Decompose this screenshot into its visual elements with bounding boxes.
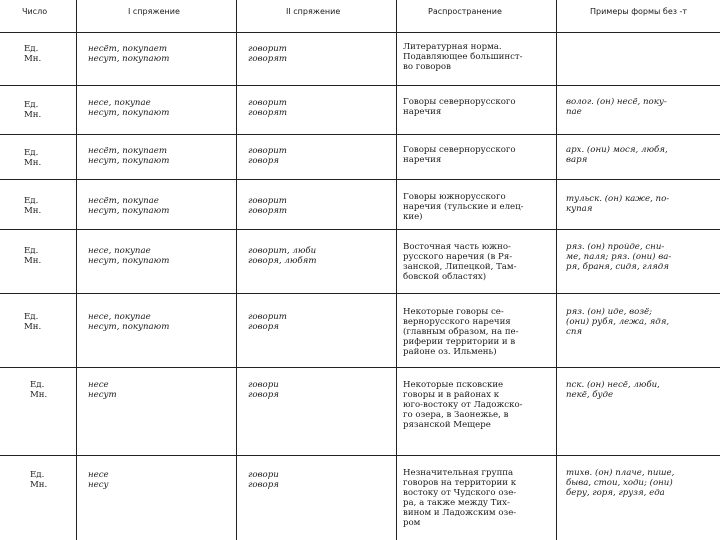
cell-conj1: несе, покупае несут, покупают bbox=[88, 246, 170, 266]
cell-distribution: Говоры южнорусского наречия (тульские и елец- кие) bbox=[403, 192, 524, 222]
cell-number: Ед. Мн. bbox=[24, 148, 42, 168]
cell-examples: тихв. (он) плаче, пише, быва, стои, ходи; (они) беру, горя, грузя, еда bbox=[566, 468, 675, 498]
cell-conj2: говорит говорят bbox=[248, 44, 288, 64]
cell-conj1: несёт, покупае несут, покупают bbox=[88, 196, 170, 216]
header-conj2: II спряжение bbox=[286, 7, 341, 16]
cell-conj2: говорит говоря bbox=[248, 146, 287, 166]
header-number: Число bbox=[22, 7, 48, 16]
header-conj1: I спряжение bbox=[128, 7, 180, 16]
cell-conj2: говори говоря bbox=[248, 470, 279, 490]
row-divider bbox=[0, 229, 720, 230]
header-distribution: Распространение bbox=[428, 7, 502, 16]
cell-distribution: Незначительная группа говоров на территории к востоку от Чудского озе- ра, а также между Тих- вином и Ладожским озе- ром bbox=[403, 468, 517, 528]
cell-conj1: несе, покупае несут, покупают bbox=[88, 98, 170, 118]
row-divider bbox=[0, 134, 720, 135]
cell-number: Ед. Мн. bbox=[24, 246, 42, 266]
row-divider bbox=[0, 85, 720, 86]
cell-conj1: несе несут bbox=[88, 380, 117, 400]
cell-examples: ряз. (он) иде, возё; (они) рубя, лежа, ядя, спя bbox=[566, 307, 670, 337]
cell-conj2: говорит говорят bbox=[248, 196, 288, 216]
cell-number: Ед. Мн. bbox=[24, 196, 42, 216]
row-divider bbox=[0, 32, 720, 33]
cell-distribution: Некоторые говоры се- вернорусского наречия (главным образом, на пе- риферии территории и в районе оз. Ильмень) bbox=[403, 307, 519, 357]
cell-examples: волог. (он) несё, поку- пае bbox=[566, 97, 667, 117]
cell-conj2: говорит, люби говоря, любят bbox=[248, 246, 317, 266]
cell-distribution: Литературная норма. Подавляющее большинст- во говоров bbox=[403, 42, 523, 72]
row-divider bbox=[0, 293, 720, 294]
cell-number: Ед. Мн. bbox=[24, 100, 42, 120]
column-divider bbox=[76, 0, 77, 540]
cell-conj1: несе, покупае несут, покупают bbox=[88, 312, 170, 332]
column-divider bbox=[236, 0, 237, 540]
row-divider bbox=[0, 455, 720, 456]
cell-conj2: говорит говоря bbox=[248, 312, 287, 332]
cell-examples: пск. (он) несё, люби, пекё, буде bbox=[566, 380, 660, 400]
row-divider bbox=[0, 179, 720, 180]
cell-conj1: несе несу bbox=[88, 470, 109, 490]
cell-number: Ед. Мн. bbox=[24, 44, 42, 64]
cell-number: Ед. Мн. bbox=[30, 470, 48, 490]
cell-examples: ряз. (он) пройде, сни- ме, паля; ряз. (они) ва- ря, браня, сидя, глядя bbox=[566, 242, 672, 272]
cell-conj1: несёт, покупает несут, покупают bbox=[88, 146, 170, 166]
cell-examples: арх. (они) мося, любя, варя bbox=[566, 145, 668, 165]
cell-number: Ед. Мн. bbox=[30, 380, 48, 400]
cell-examples: тульск. (он) каже, по- купая bbox=[566, 194, 670, 214]
row-divider bbox=[0, 367, 720, 368]
cell-conj2: говори говоря bbox=[248, 380, 279, 400]
cell-conj1: несёт, покупает несут, покупают bbox=[88, 44, 170, 64]
cell-distribution: Говоры севернорусского наречия bbox=[403, 145, 516, 165]
cell-distribution: Говоры севернорусского наречия bbox=[403, 97, 516, 117]
cell-conj2: говорит говорят bbox=[248, 98, 288, 118]
column-divider bbox=[396, 0, 397, 540]
column-divider bbox=[556, 0, 557, 540]
cell-distribution: Некоторые псковские говоры и в районах к юго-востоку от Ладожско- го озера, в Заонежье, в рязанской Мещере bbox=[403, 380, 523, 430]
cell-distribution: Восточная часть южно- русского наречия (в Ря- занской, Липецкой, Там- бовской областях) bbox=[403, 242, 517, 282]
cell-number: Ед. Мн. bbox=[24, 312, 42, 332]
header-examples: Примеры формы без -т bbox=[590, 7, 688, 16]
